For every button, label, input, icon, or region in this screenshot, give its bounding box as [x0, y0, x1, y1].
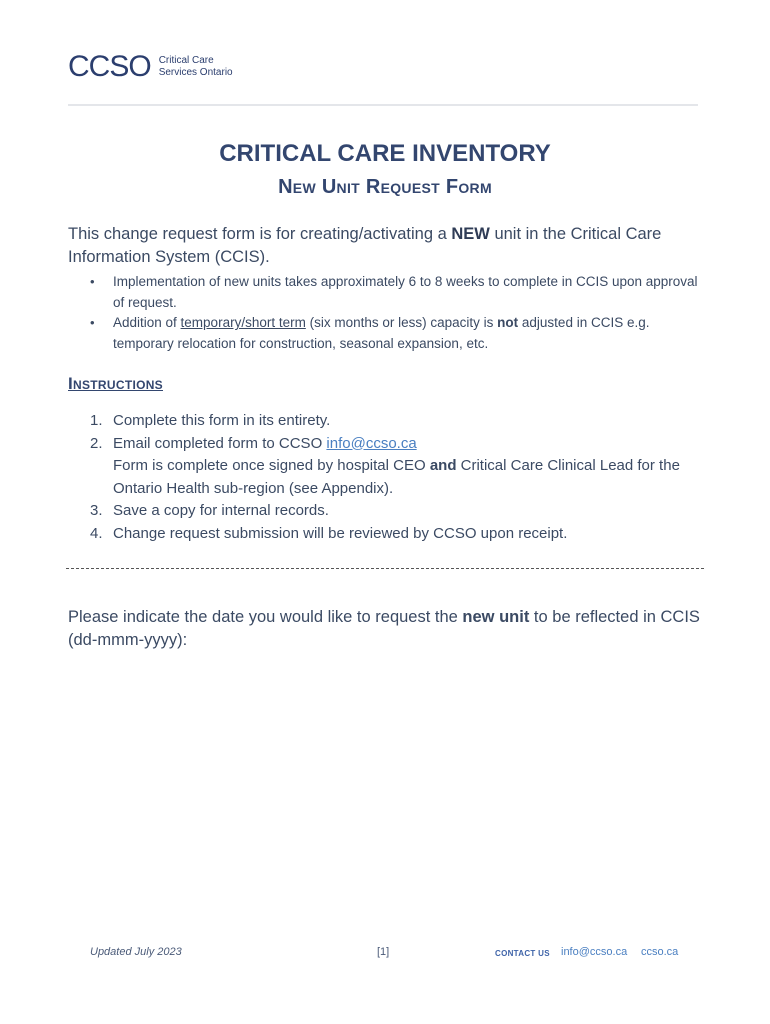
step-number: 3.	[90, 502, 103, 519]
bullet-text-underlined: temporary/short term	[180, 315, 306, 330]
step-text-line2: Form is complete once signed by hospital CEO	[113, 457, 430, 474]
step-text: Email completed form to CCSO	[113, 434, 327, 452]
instruction-step	[68, 410, 708, 433]
ccso-logo	[68, 52, 233, 82]
request-date-prompt	[68, 606, 718, 652]
instructions-list	[68, 410, 708, 545]
bullet-text-before: Addition of	[113, 315, 181, 330]
step-number: 1.	[90, 412, 103, 429]
intro-paragraph	[68, 223, 718, 269]
page-subtitle: New Unit Request Form	[278, 176, 492, 198]
bullet-text-bold: not	[497, 315, 519, 330]
intro-text-after: unit in the Critical Care Information System (CCIS).	[68, 225, 662, 266]
step-text: Complete this form in its entirety.	[113, 412, 331, 429]
instruction-step	[68, 523, 708, 546]
bullet-text-mid: (six months or less) capacity is	[305, 315, 498, 330]
email-link[interactable]: info@ccso.ca	[326, 434, 417, 452]
request-text-after: to be reflected in CCIS (dd-mmm-yyyy):	[68, 608, 700, 649]
intro-text-before: This change request form is for creating/activating a	[68, 225, 452, 243]
step-text: Save a copy for internal records.	[113, 502, 329, 519]
intro-bullet-list	[68, 272, 708, 354]
intro-text-bold: NEW	[451, 225, 490, 243]
logo-text	[159, 55, 233, 79]
request-text-bold: new unit	[462, 608, 530, 626]
bullet-item	[68, 272, 708, 313]
header-divider	[68, 104, 698, 106]
logo-line-1: Critical Care	[158, 55, 214, 66]
footer-contact-label: CONTACT US	[495, 949, 550, 958]
step-number: 4.	[90, 524, 103, 542]
footer-email-link[interactable]: info@ccso.ca	[561, 946, 628, 958]
logo-line-2: Services Ontario	[158, 67, 233, 78]
bullet-text-after: adjusted in CCIS e.g. temporary relocation for construction, seasonal expansion, etc.	[113, 315, 650, 351]
request-text-before: Please indicate the date you would like to request the	[68, 608, 463, 626]
bullet-text: Implementation of new units takes approximately 6 to 8 weeks to complete in CCIS upon approval of request.	[113, 274, 698, 310]
page-title: CRITICAL CARE INVENTORY	[219, 140, 551, 167]
instructions-heading: Instructions	[68, 374, 163, 393]
step-text-line2-after: Critical Care Clinical Lead for the Ontario Health sub-region (see Appendix).	[113, 457, 680, 497]
bullet-item	[68, 313, 708, 354]
footer-updated-date: Updated July 2023	[90, 946, 182, 958]
section-divider	[66, 568, 704, 569]
footer-website-link[interactable]: ccso.ca	[641, 946, 679, 958]
logo-mark: CCSO	[68, 50, 151, 83]
instruction-step	[68, 500, 708, 523]
instruction-step	[68, 433, 708, 501]
step-text-bold: and	[429, 457, 457, 474]
step-text: Change request submission will be reviewed by CCSO upon receipt.	[113, 524, 568, 542]
step-number: 2.	[90, 434, 103, 452]
footer-page-number: [1]	[377, 946, 390, 958]
